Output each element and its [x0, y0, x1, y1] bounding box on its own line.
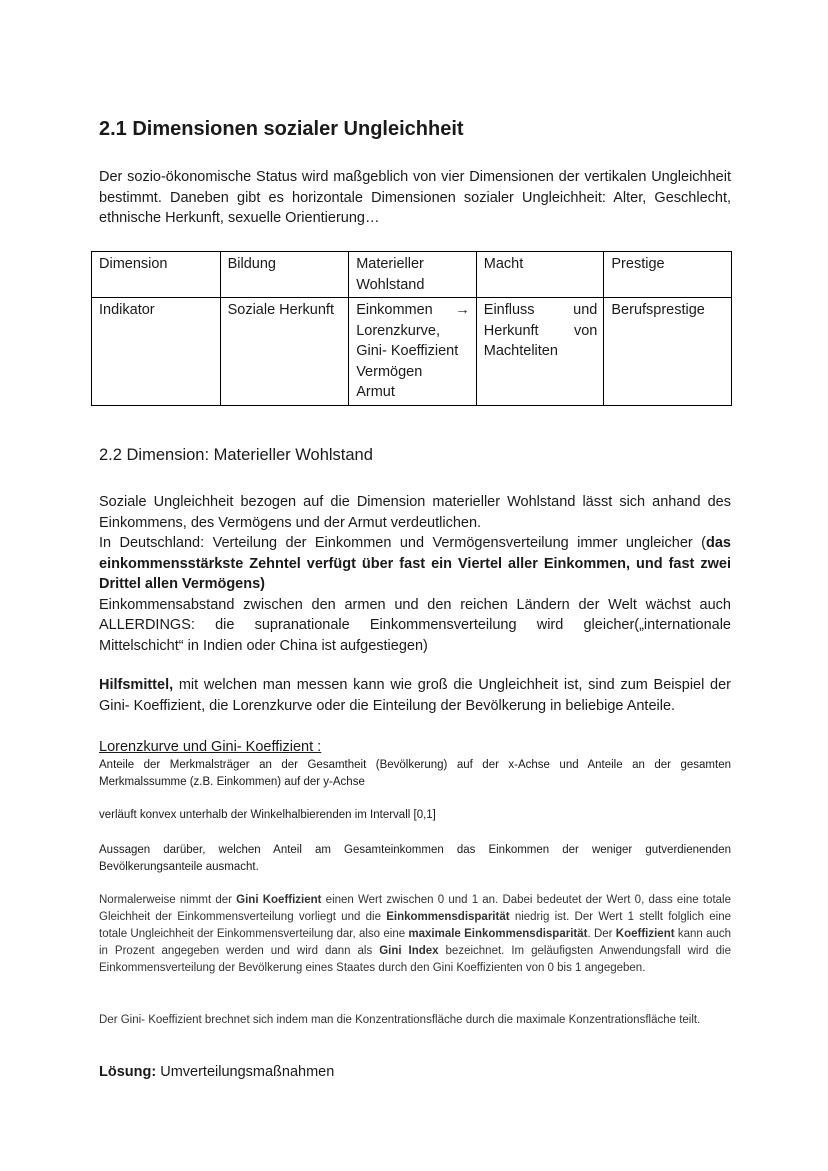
wohlstand-einkommen: Einkommen: [356, 302, 433, 318]
lorenz-heading: Lorenzkurve und Gini- Koeffizient :: [99, 739, 322, 755]
text-normal: . Der: [587, 928, 616, 940]
text-bold: das einkommensstärkste Zehntel verfügt über fast ein Viertel aller Einkommen, und fast zwei Drittel allen Vermögens): [99, 535, 731, 592]
text-normal: mit welchen man messen kann wie groß die Ungleichheit ist, sind zum Beispiel der Gini- Koeffizient, die Lorenzkurve oder die Einteilung der Bevölkerung in beliebige Anteile.: [99, 677, 731, 714]
konzentration-text: Der Gini- Koeffizient brechnet sich indem man die Konzentrationsfläche durch die maximale Konzentrationsfläche teilt.: [99, 1014, 701, 1026]
table-header-row: [92, 252, 732, 298]
paragraph-deutschland: [99, 533, 731, 595]
section-title-1: 2.1 Dimensionen sozialer Ungleichheit: [99, 118, 464, 140]
section-title-2: 2.2 Dimension: Materieller Wohlstand: [99, 446, 373, 464]
dimensions-table: [91, 251, 732, 406]
table-header-cell: Dimension: [92, 252, 221, 298]
table-cell-bildung: Soziale Herkunft: [220, 298, 349, 406]
paragraph-einkommensabstand: Einkommensabstand zwischen den armen und den reichen Ländern der Welt wächst auch ALLERDINGS: die supranationale Einkommensverteilung wird gleicher(„internationale Mittelschicht“ in Indien oder China ist aufgestiegen): [99, 596, 731, 654]
table-header-cell: Macht: [476, 252, 604, 298]
wohlstand-line: Vermögen: [356, 363, 423, 380]
lorenz-text: Anteile der Merkmalsträger an der Gesamtheit (Bevölkerung) auf der x-Achse und Anteile an der gesamten Merkmalssumme (z.B. Einkommen) auf der y-Achse: [99, 759, 731, 788]
table-header-cell: Bildung: [220, 252, 349, 298]
table-cell-macht: [476, 298, 604, 406]
macht-word: von: [573, 322, 598, 339]
text-bold: Gini Index: [379, 945, 439, 957]
text-bold: Einkommensdisparität: [386, 911, 510, 923]
table-cell-wohlstand: [349, 298, 477, 406]
table-header-cell: Materieller Wohlstand: [349, 252, 477, 298]
text-normal: kann auch in Prozent angegeben werden und wird dann als: [99, 928, 732, 957]
macht-word: und: [573, 302, 598, 318]
text-normal: niedrig ist. Der Wert 1 stellt folglich eine totale Ungleichheit der Einkommensverteilung dar, also eine: [99, 911, 731, 940]
konvex-text: verläuft konvex unterhalb der Winkelhalbierenden im Intervall [0,1]: [99, 809, 436, 821]
macht-word: Herkunft: [483, 322, 539, 339]
text-bold: Gini Koeffizient: [236, 894, 322, 906]
wohlstand-line: Gini- Koeffizient: [356, 343, 459, 359]
paragraph-hilfsmittel: [99, 675, 731, 716]
intro-paragraph: Der sozio-ökonomische Status wird maßgeblich von vier Dimensionen der vertikalen Ungleichheit bestimmt. Daneben gibt es horizontale Dimensionen sozialer Ungleichheit: Alter, Geschlecht, ethnische Herkunft, sexuelle Orientierung…: [99, 169, 731, 226]
macht-word: Einfluss: [483, 302, 535, 318]
wohlstand-line: Lorenzkurve,: [356, 322, 441, 339]
wohlstand-block: [99, 492, 731, 656]
aussagen-text: Aussagen darüber, welchen Anteil am Gesamteinkommen das Einkommen der weniger gutverdienenden Bevölkerungsanteile ausmacht.: [99, 844, 731, 873]
gini-paragraph: [99, 892, 731, 977]
table-cell-prestige: Berufsprestige: [604, 298, 732, 406]
paragraph-ungleichheit: Soziale Ungleichheit bezogen auf die Dimension materieller Wohlstand lässt sich anhand des Einkommens, des Vermögens und der Armut verdeutlichen.: [99, 494, 731, 531]
loesung-line: [99, 1062, 731, 1082]
loesung-text: Umverteilungsmaßnahmen: [156, 1064, 335, 1080]
table-cell-indikator: Indikator: [92, 298, 221, 406]
macht-word: Machteliten: [483, 343, 558, 359]
text-normal: In Deutschland: Verteilung der Einkommen und Vermögensverteilung immer ungleicher (: [99, 535, 706, 551]
wohlstand-line: Armut: [356, 384, 395, 400]
loesung-label: Lösung:: [99, 1064, 157, 1080]
text-normal: Normalerweise nimmt der: [99, 894, 237, 906]
arrow-right-icon: →: [455, 302, 470, 318]
text-bold: Hilfsmittel,: [99, 677, 174, 693]
table-header-cell: Prestige: [604, 252, 732, 298]
text-bold: Koeffizient: [615, 928, 675, 940]
table-row: [92, 298, 732, 406]
text-normal: einen Wert zwischen 0 und 1 an. Dabei bedeutet der Wert 0, dass eine totale Gleichheit der Einkommensverteilung vorliegt und die: [99, 894, 731, 923]
text-bold: maximale Einkommensdisparität: [408, 928, 588, 940]
text-normal: bezeichnet. Im geläufigsten Anwendungsfall wird die Einkommensverteilung der Bevölkerung eines Staates durch den Gini Koeffizienten von 0 bis 1 angegeben.: [99, 945, 731, 974]
